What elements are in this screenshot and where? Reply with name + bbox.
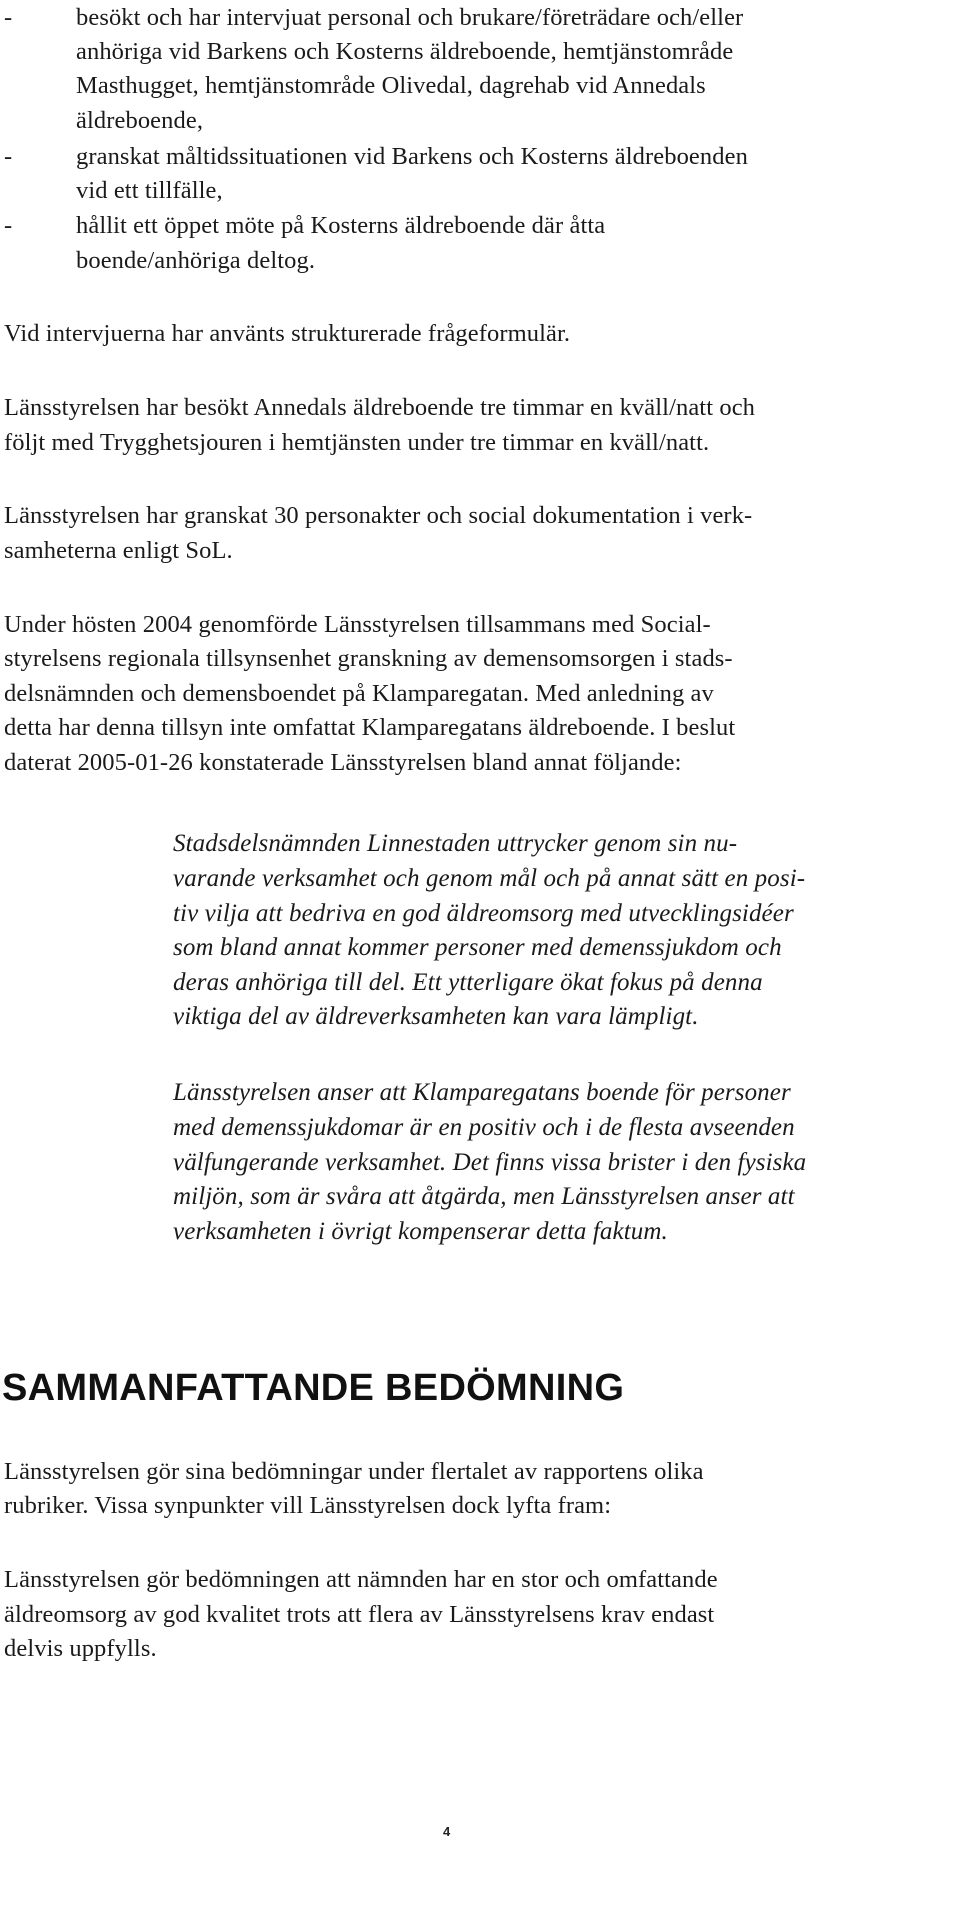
bullet-dash: - xyxy=(4,143,13,170)
paragraph-line: delvis uppfylls. xyxy=(4,1635,157,1662)
paragraph-line: delsnämnden och demensboendet på Klamparegatan. Med anledning av xyxy=(4,680,714,707)
bullet-line: hållit ett öppet möte på Kosterns äldreboende där åtta xyxy=(76,212,606,239)
section-heading: SAMMANFATTANDE BEDÖMNING xyxy=(2,1367,625,1409)
quote-line: varande verksamhet och genom mål och på annat sätt en posi- xyxy=(173,865,806,892)
page-number: 4 xyxy=(443,1824,451,1839)
bullet-dash: - xyxy=(4,212,13,239)
bullet-line: granskat måltidssituationen vid Barkens och Kosterns äldreboenden xyxy=(76,143,748,170)
paragraph-line: detta har denna tillsyn inte omfattat Klamparegatans äldreboende. I beslut xyxy=(4,714,736,741)
bullet-line: boende/anhöriga deltog. xyxy=(76,247,316,274)
quote-line: verksamheten i övrigt kompenserar detta faktum. xyxy=(173,1218,668,1245)
paragraph-line: Vid intervjuerna har använts strukturerade frågeformulär. xyxy=(4,320,571,347)
bullet-dash: - xyxy=(4,4,13,31)
paragraph-line: äldreomsorg av god kvalitet trots att flera av Länsstyrelsens krav endast xyxy=(4,1601,715,1628)
paragraph-line: Länsstyrelsen gör bedömningen att nämnden har en stor och omfattande xyxy=(4,1566,718,1593)
quote-line: som bland annat kommer personer med demenssjukdom och xyxy=(173,934,782,961)
paragraph-line: Länsstyrelsen har besökt Annedals äldreboende tre timmar en kväll/natt och xyxy=(4,394,756,421)
quote-line: välfungerande verksamhet. Det finns vissa brister i den fysiska xyxy=(173,1149,807,1176)
paragraph-line: styrelsens regionala tillsynsenhet granskning av demensomsorgen i stads- xyxy=(4,645,733,672)
paragraph-line: Länsstyrelsen har granskat 30 personakter och social dokumentation i verk- xyxy=(4,502,753,529)
quote-line: deras anhöriga till del. Ett ytterligare ökat fokus på denna xyxy=(173,969,763,996)
bullet-line: vid ett tillfälle, xyxy=(76,177,223,204)
paragraph-line: samheterna enligt SoL. xyxy=(4,537,233,564)
quote-line: Länsstyrelsen anser att Klamparegatans boende för personer xyxy=(173,1079,791,1106)
bullet-line: äldreboende, xyxy=(76,107,204,134)
paragraph-line: daterat 2005-01-26 konstaterade Länsstyrelsen bland annat följande: xyxy=(4,749,682,776)
bullet-line: besökt och har intervjuat personal och brukare/företrädare och/eller xyxy=(76,4,744,31)
paragraph-line: följt med Trygghetsjouren i hemtjänsten under tre timmar en kväll/natt. xyxy=(4,429,710,456)
quote-line: Stadsdelsnämnden Linnestaden uttrycker genom sin nu- xyxy=(173,830,738,857)
paragraph-line: Under hösten 2004 genomförde Länsstyrelsen tillsammans med Social- xyxy=(4,611,711,638)
quote-line: med demenssjukdomar är en positiv och i de flesta avseenden xyxy=(173,1114,795,1141)
paragraph-line: rubriker. Vissa synpunkter vill Länsstyrelsen dock lyfta fram: xyxy=(4,1492,612,1519)
bullet-line: Masthugget, hemtjänstområde Olivedal, dagrehab vid Annedals xyxy=(76,72,706,99)
quote-line: viktiga del av äldreverksamheten kan vara lämpligt. xyxy=(173,1003,699,1030)
bullet-line: anhöriga vid Barkens och Kosterns äldreboende, hemtjänstområde xyxy=(76,38,734,65)
paragraph-line: Länsstyrelsen gör sina bedömningar under flertalet av rapportens olika xyxy=(4,1458,704,1485)
quote-line: tiv vilja att bedriva en god äldreomsorg med utvecklingsidéer xyxy=(173,900,794,927)
quote-line: miljön, som är svåra att åtgärda, men Länsstyrelsen anser att xyxy=(173,1183,795,1210)
